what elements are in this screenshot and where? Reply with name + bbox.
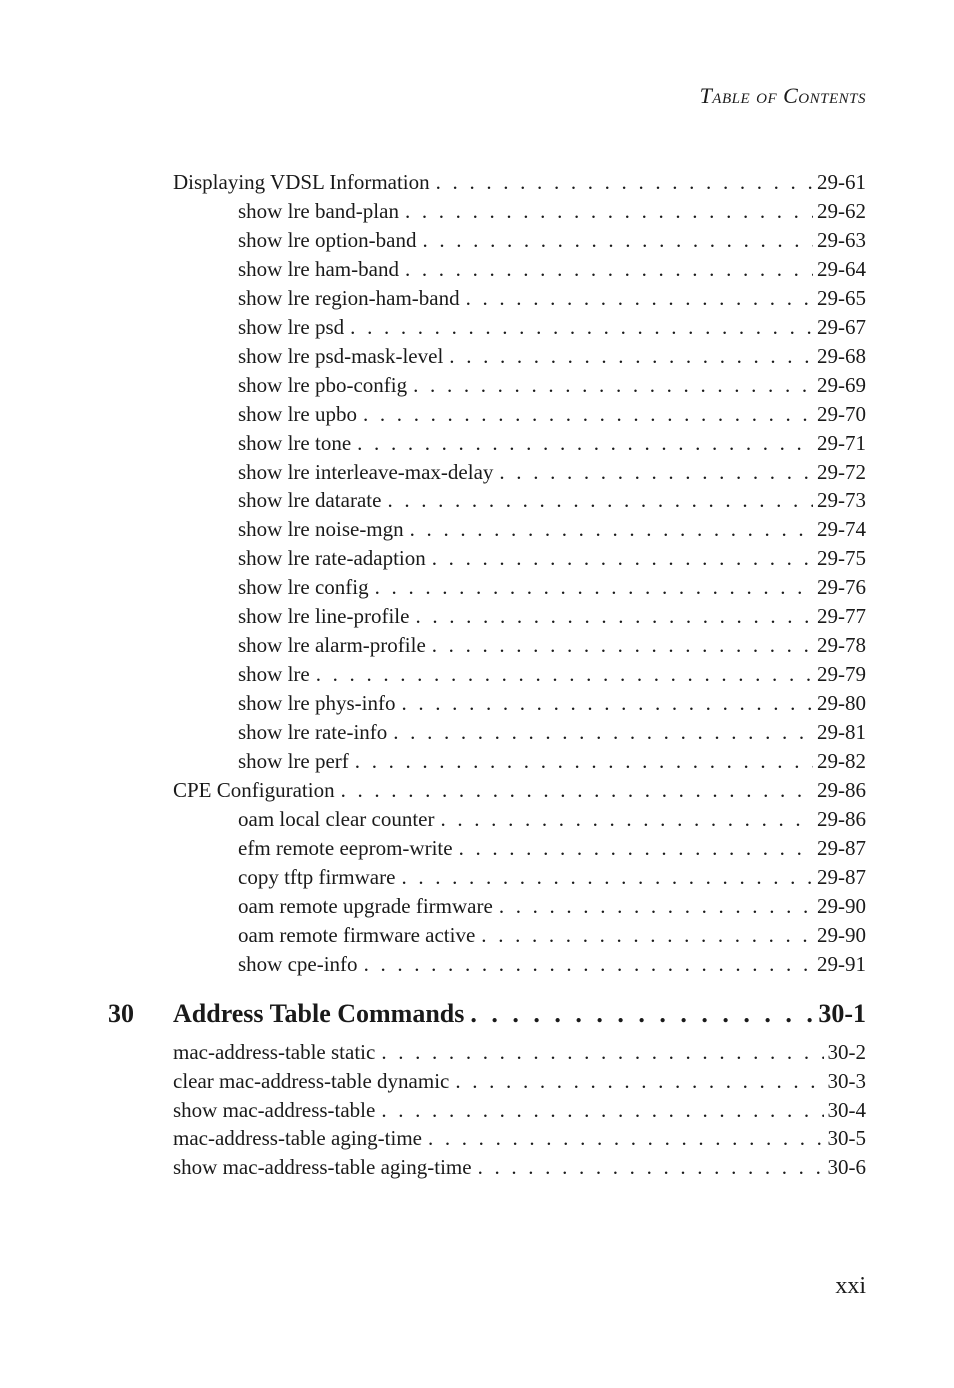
leader-dots	[405, 197, 813, 226]
toc-entry-title: show cpe-info	[238, 951, 358, 976]
toc-entry-title: show lre phys-info	[238, 691, 396, 716]
toc-entry-page: 30-6	[827, 1155, 866, 1179]
toc-entry	[238, 718, 866, 747]
toc-row[interactable]	[0, 400, 954, 429]
toc-entry-page: 30-3	[827, 1068, 866, 1093]
toc-entry	[238, 515, 866, 544]
toc-entry	[173, 1038, 866, 1067]
toc-entry-title: oam remote firmware active	[238, 922, 476, 947]
toc-entry-page: 29-82	[817, 749, 866, 773]
toc-entry-page: 30-5	[827, 1126, 866, 1151]
toc-row[interactable]	[0, 313, 954, 342]
toc-entry	[238, 689, 866, 718]
toc-entry-page: 29-87	[817, 835, 866, 860]
leader-dots	[422, 226, 813, 255]
leader-dots	[413, 371, 813, 400]
toc-entry-title: oam local clear counter	[238, 806, 435, 831]
toc-entry-page: 29-64	[817, 256, 866, 281]
leader-dots	[415, 602, 813, 631]
leader-dots	[375, 573, 813, 602]
toc-entry	[238, 458, 866, 487]
toc-entry	[238, 226, 866, 255]
toc-entry-title: show lre tone	[238, 430, 352, 455]
toc-row[interactable]	[0, 342, 954, 371]
toc-entry-title: show lre option-band	[238, 227, 417, 252]
leader-dots	[363, 400, 813, 429]
toc-row[interactable]	[0, 458, 954, 487]
toc-row[interactable]	[0, 371, 954, 400]
toc-entry-title: show lre rate-adaption	[238, 546, 426, 571]
chapter-number: 30	[108, 999, 134, 1028]
leader-dots	[432, 631, 813, 660]
toc-entry	[238, 660, 866, 689]
toc-row[interactable]	[0, 689, 954, 718]
chapter-page: 30-1	[818, 999, 866, 1028]
toc-entry-title: efm remote eeprom-write	[238, 835, 453, 860]
toc-row[interactable]	[0, 544, 954, 573]
leader-dots	[478, 1153, 824, 1182]
toc-entry	[238, 805, 866, 834]
toc-entry-page: 29-73	[817, 488, 866, 513]
toc-row[interactable]	[0, 515, 954, 544]
leader-dots	[350, 313, 813, 342]
toc-row[interactable]	[0, 747, 954, 776]
leader-dots	[432, 544, 813, 573]
toc-entry	[238, 747, 866, 776]
toc-entry	[238, 313, 866, 342]
toc-entry-title: mac-address-table static	[173, 1040, 376, 1064]
chapter-title: Address Table Commands	[173, 999, 465, 1028]
toc-row[interactable]	[0, 863, 954, 892]
page-number: xxi	[835, 1273, 866, 1299]
toc-entry-title: copy tftp firmware	[238, 864, 396, 889]
toc-entry-page: 29-79	[817, 662, 866, 687]
leader-dots	[436, 168, 813, 197]
toc-entry	[173, 1067, 866, 1096]
toc-row[interactable]	[0, 892, 954, 921]
toc-row[interactable]	[0, 805, 954, 834]
toc-entry-title: show lre datarate	[238, 488, 382, 513]
toc-entry-page: 29-87	[817, 864, 866, 889]
toc-row[interactable]	[0, 1038, 954, 1067]
toc-entry	[173, 1096, 866, 1125]
toc-entry	[238, 834, 866, 863]
toc-entry	[238, 544, 866, 573]
toc-entry	[238, 371, 866, 400]
toc-entry-title: show lre interleave-max-delay	[238, 459, 494, 484]
toc-row[interactable]	[0, 284, 954, 313]
toc-entry	[238, 921, 866, 950]
toc-entry	[238, 255, 866, 284]
toc-row[interactable]	[0, 255, 954, 284]
toc-entry-title: show lre psd-mask-level	[238, 343, 444, 368]
toc-row[interactable]	[0, 776, 954, 805]
toc-entry	[238, 284, 866, 313]
toc-entry-title: show lre ham-band	[238, 256, 399, 281]
toc-entry-page: 29-62	[817, 198, 866, 223]
toc-entry-title: show lre	[238, 662, 310, 687]
toc-row[interactable]	[0, 168, 954, 197]
toc-entry	[238, 863, 866, 892]
toc-entry	[173, 168, 866, 197]
chapter-entry	[173, 996, 866, 1032]
toc-entry-page: 29-74	[817, 517, 866, 542]
toc-entry-title: CPE Configuration	[173, 777, 335, 802]
toc-entry-title: show lre perf	[238, 749, 349, 773]
toc-row[interactable]	[0, 1067, 954, 1096]
toc-entry-page: 29-76	[817, 575, 866, 600]
toc-entry	[238, 602, 866, 631]
leader-dots	[381, 1096, 823, 1125]
toc-entry-page: 29-69	[817, 372, 866, 397]
toc-row[interactable]	[0, 602, 954, 631]
toc-entry-title: show lre config	[238, 575, 369, 600]
leader-dots	[449, 342, 813, 371]
toc-entry-title: show mac-address-table	[173, 1097, 376, 1122]
toc-row[interactable]	[0, 660, 954, 689]
toc-entry-title: clear mac-address-table dynamic	[173, 1068, 450, 1093]
toc-entry-page: 29-63	[817, 227, 866, 252]
toc-row[interactable]	[0, 1124, 954, 1153]
leader-dots	[401, 689, 813, 718]
toc-row[interactable]	[0, 197, 954, 226]
leader-dots	[455, 1067, 823, 1096]
leader-dots	[499, 892, 813, 921]
toc-entry-page: 30-4	[827, 1097, 866, 1122]
toc-entry-page: 29-86	[817, 806, 866, 831]
leader-dots	[393, 718, 813, 747]
toc-entry-page: 29-68	[817, 343, 866, 368]
leader-dots	[466, 284, 813, 313]
toc-entry-page: 29-72	[817, 459, 866, 484]
toc-entry-title: show lre psd	[238, 314, 345, 339]
leader-dots	[470, 996, 814, 1032]
toc-entry-page: 29-81	[817, 720, 866, 745]
leader-dots	[428, 1124, 824, 1153]
toc-row[interactable]	[0, 631, 954, 660]
leader-dots	[364, 950, 813, 979]
toc-entry-title: show lre pbo-config	[238, 372, 408, 397]
toc-entry-title: show lre noise-mgn	[238, 517, 404, 542]
toc-entry-page: 29-77	[817, 604, 866, 629]
chapter-heading[interactable]	[0, 996, 954, 1032]
toc-row[interactable]	[0, 429, 954, 458]
toc-row[interactable]	[0, 718, 954, 747]
toc-entry-title: show mac-address-table aging-time	[173, 1155, 472, 1179]
toc-entry-page: 29-70	[817, 401, 866, 426]
leader-dots	[405, 255, 813, 284]
toc-row[interactable]	[0, 226, 954, 255]
toc-entry-title: Displaying VDSL Information	[173, 170, 430, 194]
toc-entry	[238, 197, 866, 226]
toc-entry	[238, 400, 866, 429]
leader-dots	[357, 429, 813, 458]
running-header: Table of Contents	[699, 83, 866, 108]
toc-entry	[238, 950, 866, 979]
toc-entry	[173, 776, 866, 805]
toc-entry	[173, 1153, 866, 1182]
toc-row[interactable]	[0, 573, 954, 602]
toc-entry-page: 29-78	[817, 633, 866, 658]
toc-entry-page: 30-2	[827, 1040, 866, 1064]
toc-entry-page: 29-61	[817, 170, 866, 194]
toc-entry-page: 29-91	[817, 951, 866, 976]
toc-entry-page: 29-75	[817, 546, 866, 571]
toc-entry	[173, 1124, 866, 1153]
toc-entry	[238, 486, 866, 515]
leader-dots	[481, 921, 813, 950]
toc-entry-title: show lre region-ham-band	[238, 285, 460, 310]
leader-dots	[341, 776, 813, 805]
toc-entry-title: oam remote upgrade firmware	[238, 893, 493, 918]
toc-entry-page: 29-90	[817, 893, 866, 918]
toc-entry-title: show lre upbo	[238, 401, 357, 426]
toc-row[interactable]	[0, 950, 954, 979]
leader-dots	[401, 863, 813, 892]
toc-entry	[238, 892, 866, 921]
toc-entry-title: mac-address-table aging-time	[173, 1126, 422, 1151]
leader-dots	[459, 834, 813, 863]
leader-dots	[440, 805, 813, 834]
toc-entry-page: 29-65	[817, 285, 866, 310]
toc-entry-page: 29-90	[817, 922, 866, 947]
toc-row[interactable]	[0, 921, 954, 950]
toc-entry-title: show lre line-profile	[238, 604, 410, 629]
toc-entry-title: show lre alarm-profile	[238, 633, 426, 658]
toc-entry	[238, 342, 866, 371]
leader-dots	[381, 1038, 823, 1067]
leader-dots	[387, 486, 813, 515]
toc-entry-page: 29-86	[817, 777, 866, 802]
toc-entry-page: 29-71	[817, 430, 866, 455]
toc-row[interactable]	[0, 1096, 954, 1125]
toc-entry	[238, 573, 866, 602]
toc-row[interactable]	[0, 486, 954, 515]
toc-entry-title: show lre band-plan	[238, 198, 399, 223]
leader-dots	[499, 458, 813, 487]
toc-entry-page: 29-67	[817, 314, 866, 339]
toc-entry	[238, 631, 866, 660]
toc-row[interactable]	[0, 834, 954, 863]
toc-row[interactable]	[0, 1153, 954, 1182]
toc-entry	[238, 429, 866, 458]
leader-dots	[355, 747, 813, 776]
toc-entry-page: 29-80	[817, 691, 866, 716]
leader-dots	[410, 515, 813, 544]
leader-dots	[316, 660, 813, 689]
toc-entry-title: show lre rate-info	[238, 720, 388, 745]
